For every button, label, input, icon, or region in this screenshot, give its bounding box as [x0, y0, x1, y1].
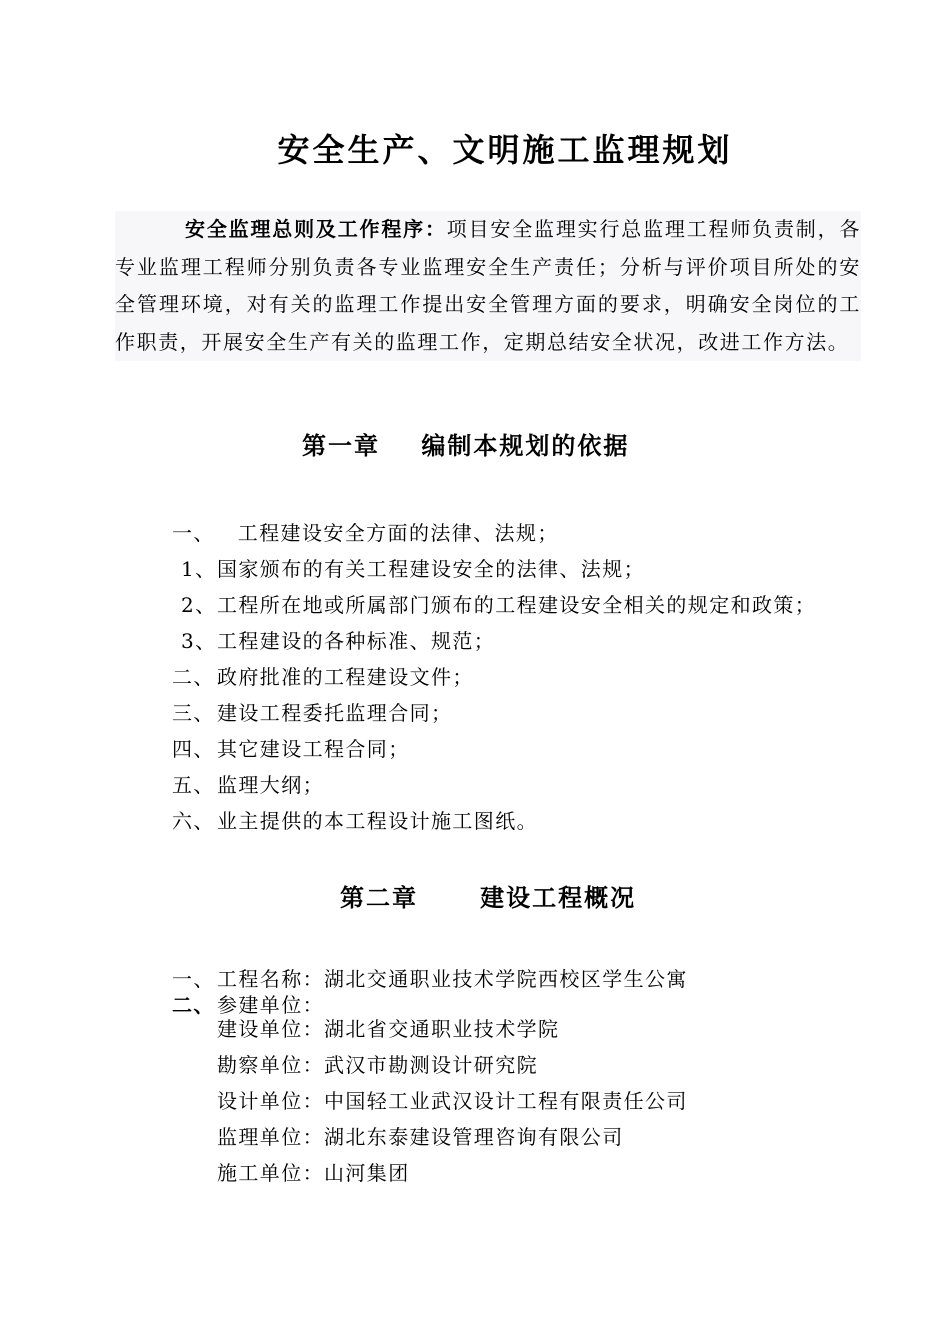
parties-number: 二、: [172, 993, 215, 1017]
chapter-1-heading: 第一章 编制本规划的依据: [302, 431, 630, 460]
project-name-label: 工程名称：: [217, 967, 324, 991]
basis-item-number: 1、: [181, 557, 217, 581]
basis-item: [172, 734, 410, 764]
basis-item: [181, 626, 495, 656]
basis-item-text: 工程所在地或所属部门颁布的工程建设安全相关的规定和政策；: [217, 593, 817, 617]
basis-item: [172, 770, 324, 800]
intro-paragraph: [115, 211, 861, 361]
project-name-value: 湖北交通职业技术学院西校区学生公寓: [324, 967, 688, 991]
basis-item-number: 二、: [172, 665, 215, 689]
basis-item: [172, 662, 474, 692]
chapter-2-heading: 第二章 建设工程概况: [340, 883, 637, 912]
party-value: 湖北东泰建设管理咨询有限公司: [324, 1125, 624, 1149]
basis-item-text: 工程建设安全方面的法律、法规；: [230, 521, 559, 545]
basis-item-number: 五、: [172, 773, 215, 797]
party-value: 武汉市勘测设计研究院: [324, 1053, 538, 1077]
basis-item-text: 政府批准的工程建设文件；: [217, 665, 474, 689]
party-row: [217, 1122, 624, 1152]
party-label: 监理单位：: [217, 1125, 324, 1149]
party-value: 中国轻工业武汉设计工程有限责任公司: [324, 1089, 688, 1113]
basis-item-text: 国家颁布的有关工程建设安全的法律、法规；: [217, 557, 645, 581]
basis-item: [172, 806, 538, 836]
basis-item-number: 3、: [181, 629, 217, 653]
party-row: [217, 1158, 410, 1188]
intro-lead: 安全监理总则及工作程序：: [185, 217, 447, 241]
basis-item-text: 建设工程委托监理合同；: [217, 701, 453, 725]
party-label: 施工单位：: [217, 1161, 324, 1185]
party-row: [217, 1086, 688, 1116]
basis-item: [172, 698, 452, 728]
basis-item-text: 工程建设的各种标准、规范；: [217, 629, 496, 653]
party-label: 设计单位：: [217, 1089, 324, 1113]
basis-item-text: 监理大纲；: [217, 773, 324, 797]
party-value: 湖北省交通职业技术学院: [324, 1017, 560, 1041]
basis-item: [181, 590, 816, 620]
party-label: 建设单位：: [217, 1017, 324, 1041]
party-value: 山河集团: [324, 1161, 410, 1185]
basis-item-number: 六、: [172, 809, 215, 833]
basis-item-text: 其它建设工程合同；: [217, 737, 410, 761]
basis-item-number: 三、: [172, 701, 215, 725]
party-row: [217, 1014, 559, 1044]
parties-label: 参建单位：: [217, 993, 324, 1017]
basis-item-text: 业主提供的本工程设计施工图纸。: [217, 809, 538, 833]
basis-item-number: 四、: [172, 737, 215, 761]
party-label: 勘察单位：: [217, 1053, 324, 1077]
page-title: 安全生产、文明施工监理规划: [277, 131, 733, 169]
party-row: [217, 1050, 538, 1080]
basis-item-number: 2、: [181, 593, 217, 617]
basis-item-number: 一、: [172, 521, 215, 545]
intro-body: 项目安全监理实行总监理工程师负责制，各专业监理工程师分别负责各专业监理安全生产责任；分析与评价项目所处的安全管理环境，对有关的监理工作提出安全管理方面的要求，明确安全岗位的工作职责，开展安全生产有关的监理工作，定期总结安全状况，改进工作方法。: [115, 217, 861, 354]
project-name-number: 一、: [172, 967, 215, 991]
basis-item: [181, 554, 645, 584]
basis-item: [172, 518, 559, 548]
